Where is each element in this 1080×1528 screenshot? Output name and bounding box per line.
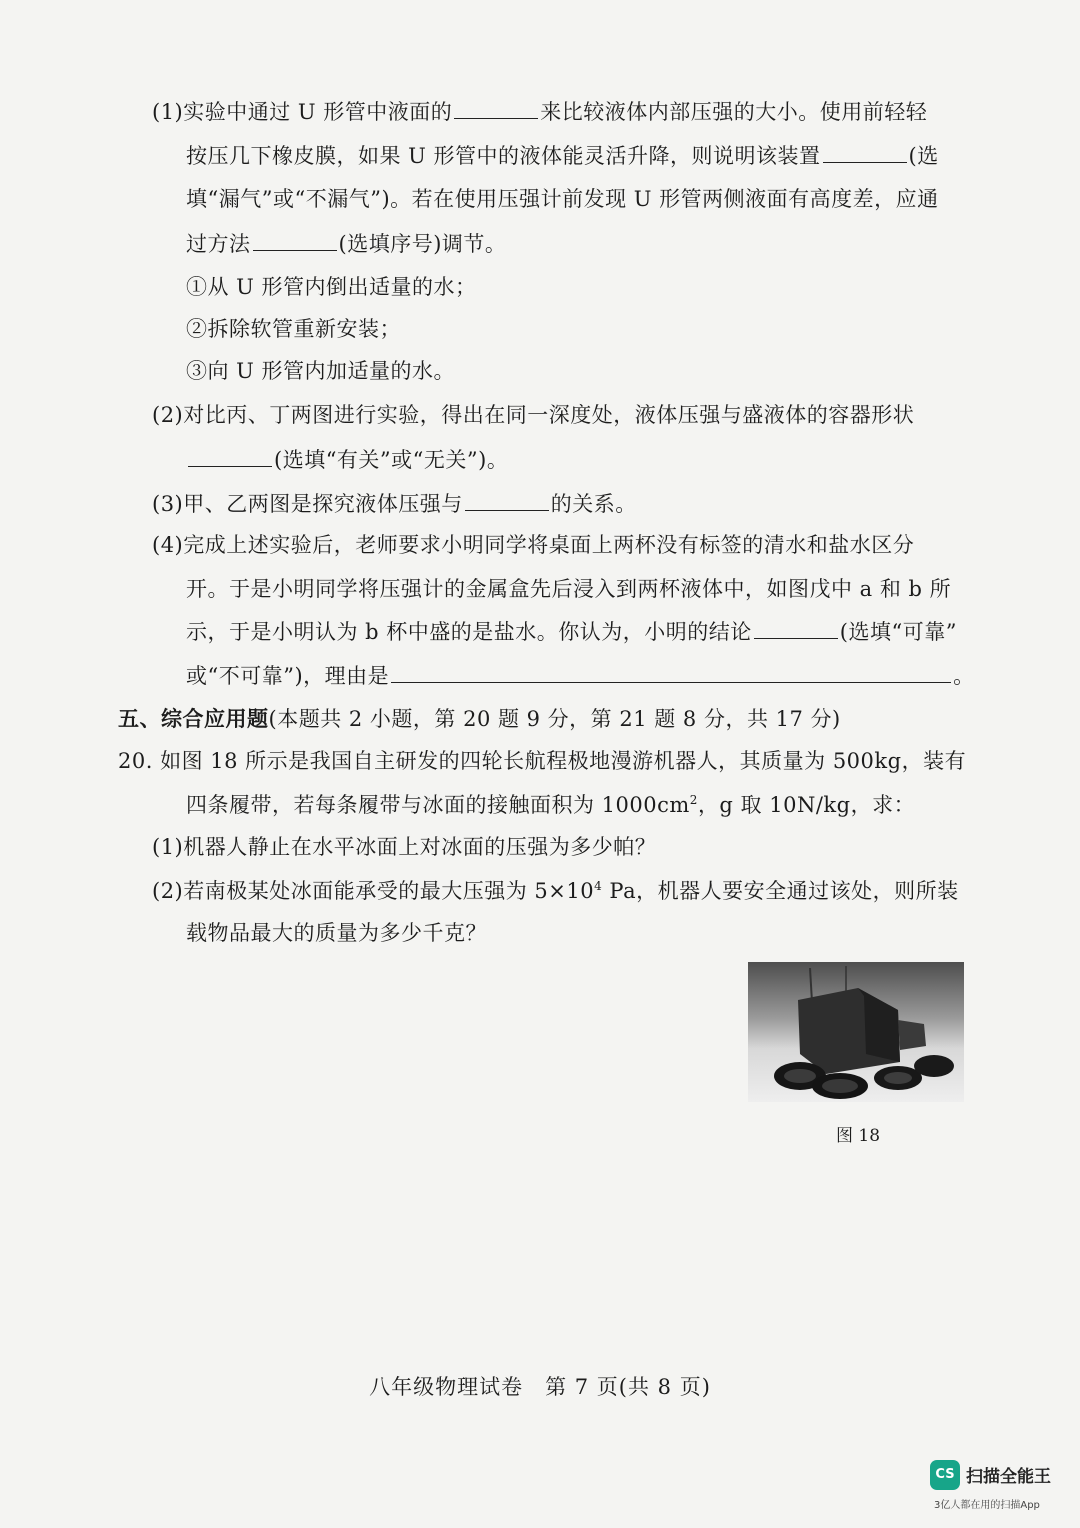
text: 按压几下橡皮膜，如果 U 形管中的液体能灵活升降，则说明该装置 (186, 144, 821, 168)
text: 示，于是小明认为 b 杯中盛的是盐水。你认为，小明的结论 (186, 620, 752, 644)
q19-part4-line1: (4)完成上述实验后，老师要求小明同学将桌面上两杯没有标签的清水和盐水区分 (152, 533, 915, 557)
q19-part1-line3: 填“漏气”或“不漏气”)。若在使用压强计前发现 U 形管两侧液面有高度差，应通 (186, 187, 939, 211)
q19-part4-line3 (186, 616, 957, 647)
page-footer: 八年级物理试卷 第 7 页(共 8 页) (369, 1375, 711, 1399)
q20-line2 (186, 790, 915, 820)
text: (2)若南极某处冰面能承受的最大压强为 5×10 (152, 879, 595, 903)
text: (3)甲、乙两图是探究液体压强与 (152, 492, 463, 516)
answer-blank (391, 660, 951, 683)
q20-line1: 20. 如图 18 所示是我国自主研发的四轮长航程极地漫游机器人，其质量为 500kg，装有 (118, 749, 967, 773)
section-heading (118, 704, 841, 734)
option-3: ③向 U 形管内加适量的水。 (186, 359, 456, 383)
section-title: 五、综合应用题 (118, 706, 269, 731)
text: 。 (953, 664, 975, 688)
answer-blank (465, 488, 549, 511)
q19-part3 (152, 488, 637, 519)
text: ，g 取 10N/kg，求： (697, 793, 916, 817)
q19-part1-line4 (186, 228, 506, 259)
q19-part2-line1: (2)对比丙、丁两图进行实验，得出在同一深度处，液体压强与盛液体的容器形状 (152, 403, 915, 427)
figure-caption: 图 18 (836, 1126, 881, 1146)
text: (选填序号)调节。 (338, 232, 507, 256)
q20-sub2-line2: 载物品最大的质量为多少千克？ (186, 921, 487, 945)
watermark-title: 扫描全能王 (966, 1467, 1051, 1487)
scanner-watermark (930, 1460, 1070, 1520)
text: 四条履带，若每条履带与冰面的接触面积为 1000cm (186, 793, 690, 817)
answer-blank (754, 616, 838, 639)
section-note: (本题共 2 小题，第 20 题 9 分，第 21 题 8 分，共 17 分) (268, 707, 841, 731)
text: 来比较液体内部压强的大小。使用前轻轻 (540, 100, 928, 124)
answer-blank (253, 228, 337, 251)
answer-blank (823, 140, 907, 163)
answer-blank (454, 96, 538, 119)
watermark-subtitle: 3亿人都在用的扫描App (934, 1500, 1040, 1511)
text: (选 (908, 144, 939, 168)
superscript: 4 (594, 879, 603, 893)
q19-part4-line2: 开。于是小明同学将压强计的金属盒先后浸入到两杯液体中，如图戊中 a 和 b 所 (186, 577, 952, 601)
text: Pa，机器人要安全通过该处，则所装 (602, 879, 959, 903)
q19-part1-line1 (152, 96, 927, 127)
q19-part1-line2 (186, 140, 939, 171)
q20-sub1: (1)机器人静止在水平冰面上对冰面的压强为多少帕？ (152, 835, 657, 859)
text: 过方法 (186, 232, 251, 256)
text: (选填“可靠” (839, 620, 957, 644)
robot-photo (748, 962, 964, 1102)
text: 或“不可靠”)，理由是 (186, 664, 390, 688)
text: (选填“有关”或“无关”)。 (274, 448, 509, 472)
q19-part4-line4 (186, 660, 975, 691)
superscript: 2 (689, 793, 698, 807)
answer-blank (188, 444, 272, 467)
q19-part2-line2 (186, 444, 508, 475)
option-1: ①从 U 形管内倒出适量的水； (186, 275, 477, 299)
robot-image (748, 962, 964, 1102)
q20-sub2-line1 (152, 876, 959, 906)
text: (1)实验中通过 U 形管中液面的 (152, 100, 453, 124)
option-2: ②拆除软管重新安装； (186, 317, 401, 341)
scanner-logo-icon: CS (930, 1460, 960, 1490)
text: 的关系。 (550, 492, 637, 516)
